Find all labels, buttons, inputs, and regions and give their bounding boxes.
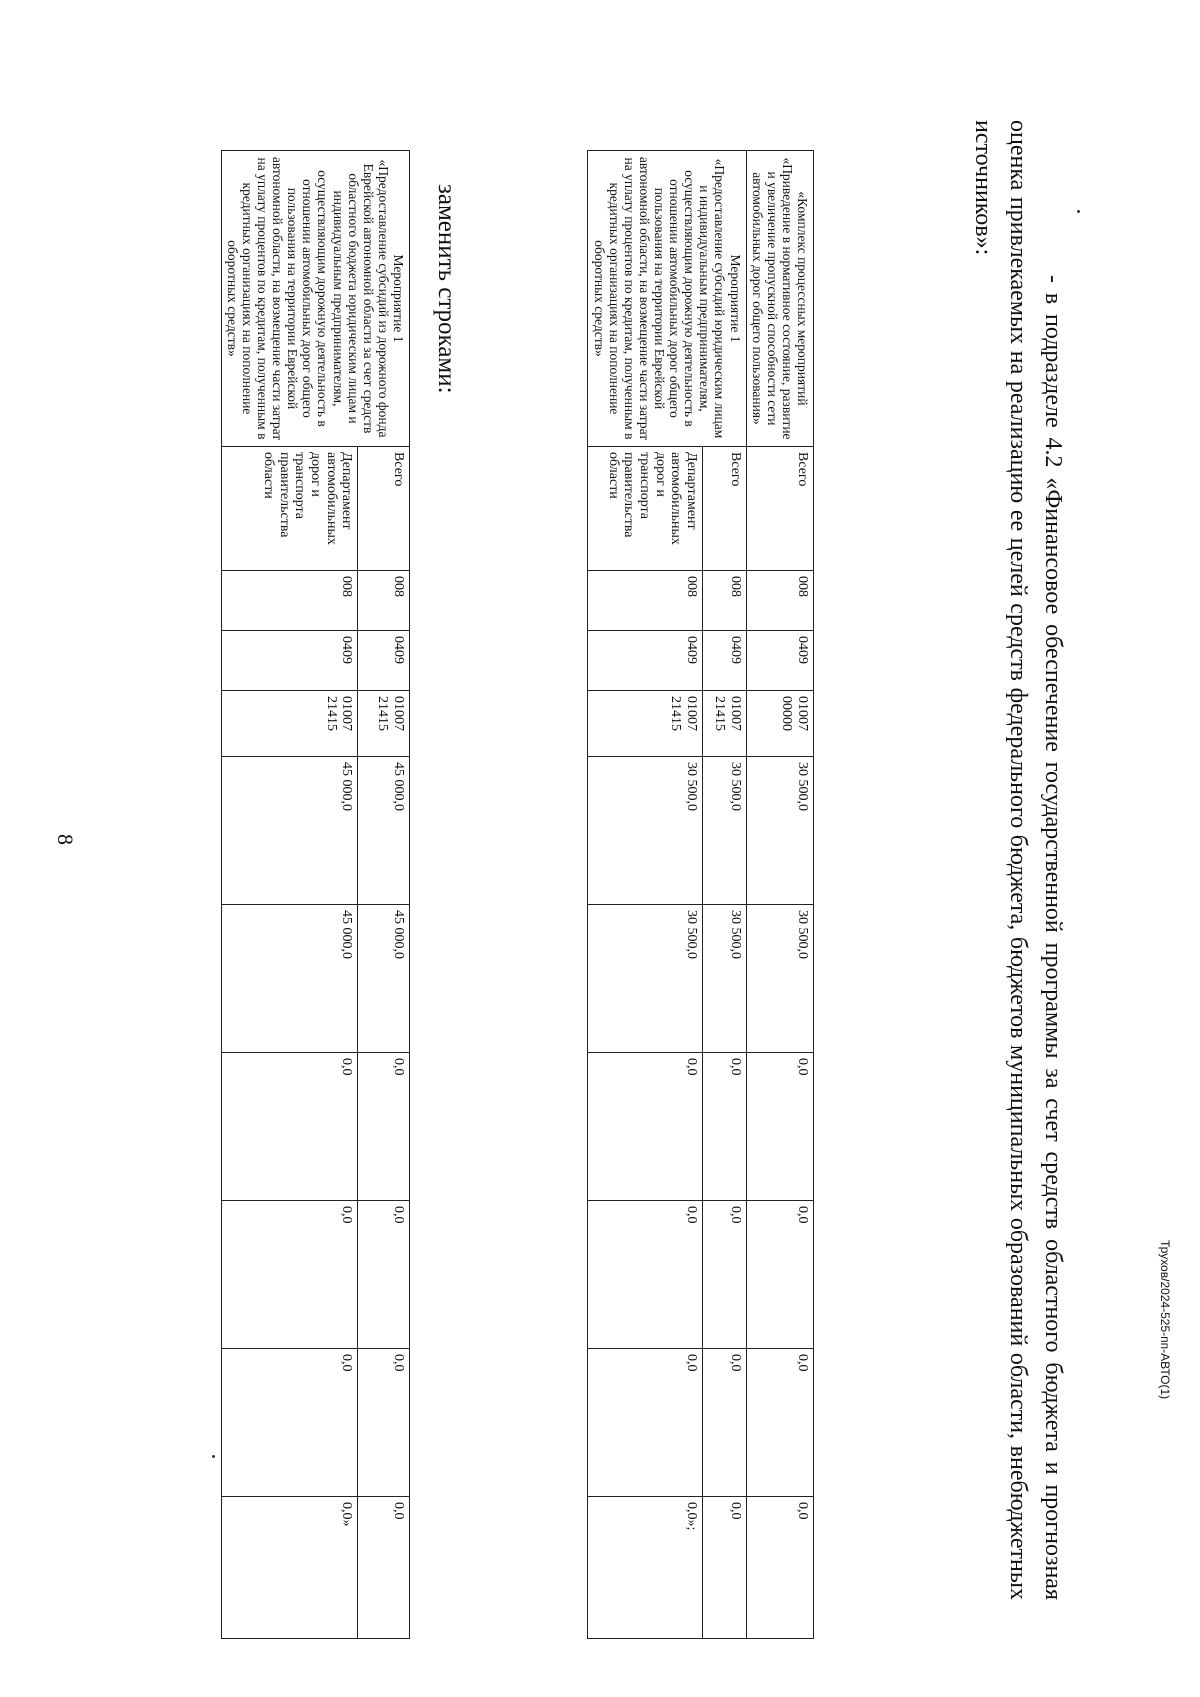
amount-cell: 0,0 xyxy=(703,1201,746,1349)
target-article-code: 01007 21415 xyxy=(588,691,703,757)
amount-cell: 0,0 xyxy=(746,1497,813,1639)
table-row xyxy=(703,151,746,1639)
amount-cell: 0,0 xyxy=(703,1497,746,1639)
target-article-code: 01007 00000 xyxy=(746,691,813,757)
table-original-rows xyxy=(221,150,410,1639)
amount-cell: 45 000,0 xyxy=(221,905,358,1053)
replace-instruction: заменить строками: xyxy=(433,184,460,394)
amount-cell: 0,0» xyxy=(221,1497,358,1639)
amount-cell: 0,0 xyxy=(221,1201,358,1349)
section-code: 0409 xyxy=(703,631,746,691)
amount-cell: 0,0 xyxy=(358,1349,410,1497)
amendment-paragraph xyxy=(966,120,1070,1600)
amount-cell: 0,0 xyxy=(358,1053,410,1201)
grbs-code: 008 xyxy=(746,571,813,631)
paragraph-text: - в подразделе 4.2 «Финансовое обеспечение государственной программы за счет средств областного бюджета и прогнозная оценка привлекаемых на реализацию ее целей средств федерального бюджета, бюджетов муниципальных образований области, внебюджетных источников»: xyxy=(970,120,1066,1600)
table2-body xyxy=(588,151,814,1639)
amount-cell: 30 500,0 xyxy=(703,757,746,905)
grbs-code: 008 xyxy=(358,571,410,631)
grbs-code: 008 xyxy=(588,571,703,631)
funding-source: Департамент автомобильных дорог и транспорта правительства области xyxy=(588,447,703,571)
amount-cell: 0,0 xyxy=(588,1201,703,1349)
scan-dot xyxy=(1077,210,1080,213)
table-replacement-rows xyxy=(587,150,814,1639)
grbs-code: 008 xyxy=(221,571,358,631)
target-article-code: 01007 21415 xyxy=(703,691,746,757)
funding-source: Всего xyxy=(358,447,410,571)
activity-description: «Комплекс процессных мероприятий «Приведение в нормативное состояние, развитие и увеличение пропускной способности сети автомобильных дорог общего пользования» xyxy=(746,151,813,447)
amount-cell: 45 000,0 xyxy=(221,757,358,905)
amount-cell: 0,0 xyxy=(588,1053,703,1201)
activity-description: Мероприятие 1 «Предоставление субсидий из дорожного фонда Еврейской автономной области за счет средств областного бюджета юридическим лицам и индивидуальным предпринимателям, осуществляющим дорожную деятельность в отношении автомобильных дорог общего пользования на территории Еврейской автономной области, на возмещение части затрат на уплату процентов по кредитам, полученным в кредитных организациях на пополнение оборотных средств» xyxy=(221,151,409,447)
amount-cell: 30 500,0 xyxy=(746,905,813,1053)
table-row xyxy=(358,151,410,1639)
amount-cell: 0,0 xyxy=(703,1349,746,1497)
table-row xyxy=(746,151,813,1639)
activity-description: Мероприятие 1 «Предоставление субсидий юридическим лицам и индивидуальным предпринимателям, осуществляющим дорожную деятельность в отношении автомобильных дорог общего пользования на территории Еврейской автономной области, на возмещение части затрат на уплату процентов по кредитам, полученным в кредитных организациях на пополнение оборотных средств» xyxy=(588,151,746,447)
amount-cell: 0,0 xyxy=(221,1053,358,1201)
funding-source: Департамент автомобильных дорог и транспорта правительства области xyxy=(221,447,358,571)
page-number: 8 xyxy=(53,834,78,845)
section-code: 0409 xyxy=(588,631,703,691)
amount-cell: 0,0 xyxy=(358,1497,410,1639)
amount-cell: 0,0 xyxy=(221,1349,358,1497)
amount-cell: 45 000,0 xyxy=(358,905,410,1053)
target-article-code: 01007 21415 xyxy=(358,691,410,757)
amount-cell: 0,0 xyxy=(703,1053,746,1201)
table1-body xyxy=(221,151,409,1639)
grbs-code: 008 xyxy=(703,571,746,631)
amount-cell: 0,0 xyxy=(746,1201,813,1349)
section-code: 0409 xyxy=(746,631,813,691)
amount-cell: 30 500,0 xyxy=(746,757,813,905)
target-article-code: 01007 21415 xyxy=(221,691,358,757)
funding-source: Всего xyxy=(703,447,746,571)
funding-source: Всего xyxy=(746,447,813,571)
amount-cell: 30 500,0 xyxy=(588,757,703,905)
scan-dot xyxy=(212,1455,215,1458)
amount-cell: 45 000,0 xyxy=(358,757,410,905)
amount-cell: 0,0 xyxy=(588,1349,703,1497)
section-code: 0409 xyxy=(358,631,410,691)
amount-cell: 0,0»; xyxy=(588,1497,703,1639)
amount-cell: 30 500,0 xyxy=(588,905,703,1053)
amount-cell: 0,0 xyxy=(746,1349,813,1497)
amount-cell: 0,0 xyxy=(358,1201,410,1349)
amount-cell: 30 500,0 xyxy=(703,905,746,1053)
amount-cell: 0,0 xyxy=(746,1053,813,1201)
section-code: 0409 xyxy=(221,631,358,691)
document-code-footer: Трухов/2024-525-пп-АВТО(1) xyxy=(1158,1240,1172,1400)
